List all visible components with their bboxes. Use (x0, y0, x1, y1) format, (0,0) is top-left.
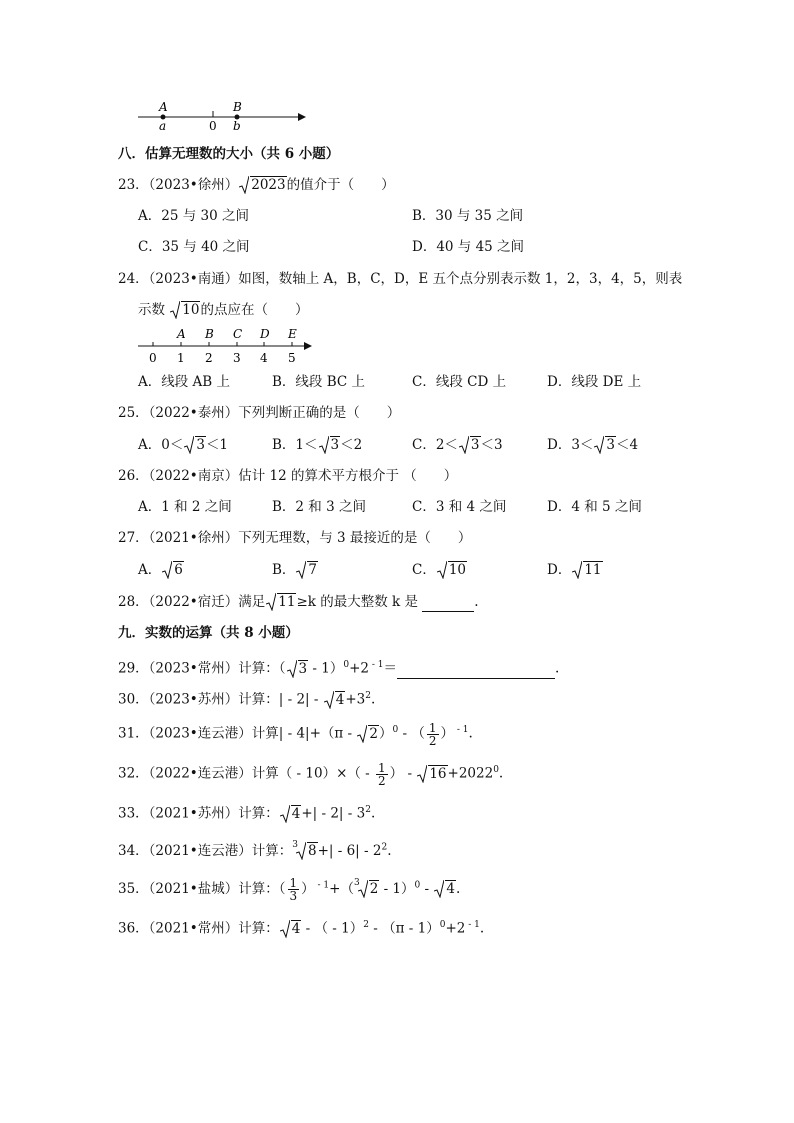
answer-blank[interactable] (422, 597, 474, 612)
question-32: 32．（2022•连云港）计算（ - 10）×（ - $\frac{1}{2}$ ） - $16+2022^0$. (118, 760, 504, 788)
q27-option-d: D． 11 (547, 562, 602, 578)
sqrt-10: 10 (437, 560, 467, 580)
axis-label-a: a (159, 119, 167, 133)
q26-option-d: D．4 和 5 之间 (547, 499, 642, 515)
sqrt-4: 4 (324, 690, 346, 710)
question-33: 33．（2021•苏州）计算： $4+| - 2| - 3^2$. (118, 805, 376, 822)
q24-option-d: D．线段 DE 上 (547, 374, 642, 390)
fraction-one-third: $\frac{1}{3}$ (289, 876, 298, 903)
sqrt-3: 3 (184, 435, 206, 455)
question-29: 29．（2023•常州）计算：（ 3 - 1）$^0$+2 $^{- 1}$＝ . (118, 660, 560, 677)
question-34: 34．（2021•连云港）计算：$^3$ $8+| - 6| - 2^2$. (118, 840, 392, 859)
question-27: 27．（2021•徐州）下列无理数，与 3 最接近的是（ ） (118, 530, 472, 546)
question-25: 25．（2022•泰州）下列判断正确的是（ ） (118, 405, 401, 421)
q26-option-a: A．1 和 2 之间 (138, 499, 232, 515)
sqrt-16: 16 (417, 764, 447, 784)
sqrt-6: 6 (162, 560, 184, 580)
question-24-line1: 24．（2023•南通）如图，数轴上 A，B，C，D，E 五个点分别表示数 1，2，3，4，5，则表 (118, 271, 683, 287)
sqrt-3: 3 (459, 435, 481, 455)
q27-option-c: C． 10 (412, 562, 467, 578)
sqrt-3: 3 (287, 659, 309, 679)
question-36: 36．（2021•常州）计算： 4 - （ - 1）$^2$ - （π - 1）$^0$+2 $^{- 1}$. (118, 920, 485, 937)
sqrt-3: 3 (319, 435, 341, 455)
cbrt-8: 8 (296, 841, 318, 861)
tick-1: 1 (177, 351, 185, 365)
axis-label-A2: A (177, 327, 186, 341)
q23-option-b: B．30 与 35 之间 (412, 208, 524, 224)
fraction-one-half: $\frac{1}{2}$ (378, 760, 386, 788)
q24-option-a: A．线段 AB 上 (138, 374, 231, 390)
q26-option-b: B．2 和 3 之间 (272, 499, 366, 515)
cbrt-2: 2 (358, 879, 380, 899)
sqrt-4: 4 (280, 919, 302, 939)
axis-label-B: B (233, 100, 242, 114)
tick-2: 2 (205, 351, 213, 365)
q23-option-a: A．25 与 30 之间 (138, 208, 249, 224)
question-31: 31．（2023•连云港）计算| - 4|+（π - 2）$^0$ - （ $\frac{1}{2}$ ） $^{- 1}$. (118, 720, 473, 748)
q27-option-a: A． 6 (138, 562, 183, 578)
axis-label-E2: E (288, 327, 297, 341)
q25-option-a: A．0＜ 3＜1 (138, 437, 229, 453)
axis-label-C2: C (233, 327, 243, 341)
question-35: 35．（2021•盐城）计算：（ $\frac{1}{3}$ ） $^{- 1}$+（$^3$ 2 - 1）$^0$ - 4. (118, 876, 461, 903)
tick-0: 0 (149, 351, 157, 365)
fraction-one-half: $\frac{1}{2}$ (428, 720, 437, 748)
sqrt-2023: 2023 (239, 175, 286, 195)
tick-5: 5 (288, 351, 296, 365)
q25-option-b: B．1＜ 3＜2 (272, 437, 363, 453)
answer-blank[interactable] (397, 664, 555, 679)
q26-option-c: C．3 和 4 之间 (412, 499, 507, 515)
sqrt-7: 7 (296, 560, 318, 580)
question-26: 26．（2022•南京）估计 12 的算术平方根介于 （ ） (118, 468, 458, 484)
tick-4: 4 (260, 351, 268, 365)
q24-option-b: B．线段 BC 上 (272, 374, 366, 390)
q25-option-c: C．2＜ 3＜3 (412, 437, 503, 453)
sqrt-10: 10 (170, 300, 200, 320)
section-8-title: 八．估算无理数的大小（共 6 小题） (118, 146, 340, 162)
axis-label-B2: B (205, 327, 214, 341)
section-9-title: 九．实数的运算（共 8 小题） (118, 625, 299, 641)
q27-option-b: B． 7 (272, 562, 318, 578)
question-23: 23．（2023•徐州） 2023的值介于（ ） (118, 177, 395, 193)
axis-label-b: b (233, 119, 241, 133)
axis-label-D2: D (260, 327, 270, 341)
question-30: 30．（2023•苏州）计算：| - 2| - $4+3^2$. (118, 691, 376, 708)
sqrt-3: 3 (594, 435, 616, 455)
question-24-line2: 示数 10的点应在（ ） (138, 302, 309, 318)
sqrt-11: 11 (266, 592, 296, 612)
question-28: 28．（2022•宿迁）满足 11≥k 的最大整数 k 是 . (118, 594, 479, 610)
sqrt-4: 4 (434, 879, 456, 899)
axis-label-zero: 0 (209, 119, 217, 133)
axis-label-A: A (159, 100, 168, 114)
q23-option-c: C．35 与 40 之间 (138, 239, 250, 255)
number-line-ab (130, 98, 310, 136)
q25-option-d: D．3＜ 3＜4 (547, 437, 639, 453)
tick-3: 3 (233, 351, 241, 365)
sqrt-11: 11 (572, 560, 602, 580)
q24-option-c: C．线段 CD 上 (412, 374, 507, 390)
sqrt-2: 2 (357, 724, 379, 744)
sqrt-4: 4 (280, 804, 302, 824)
number-line-abcde (134, 325, 314, 367)
q23-option-d: D．40 与 45 之间 (412, 239, 525, 255)
